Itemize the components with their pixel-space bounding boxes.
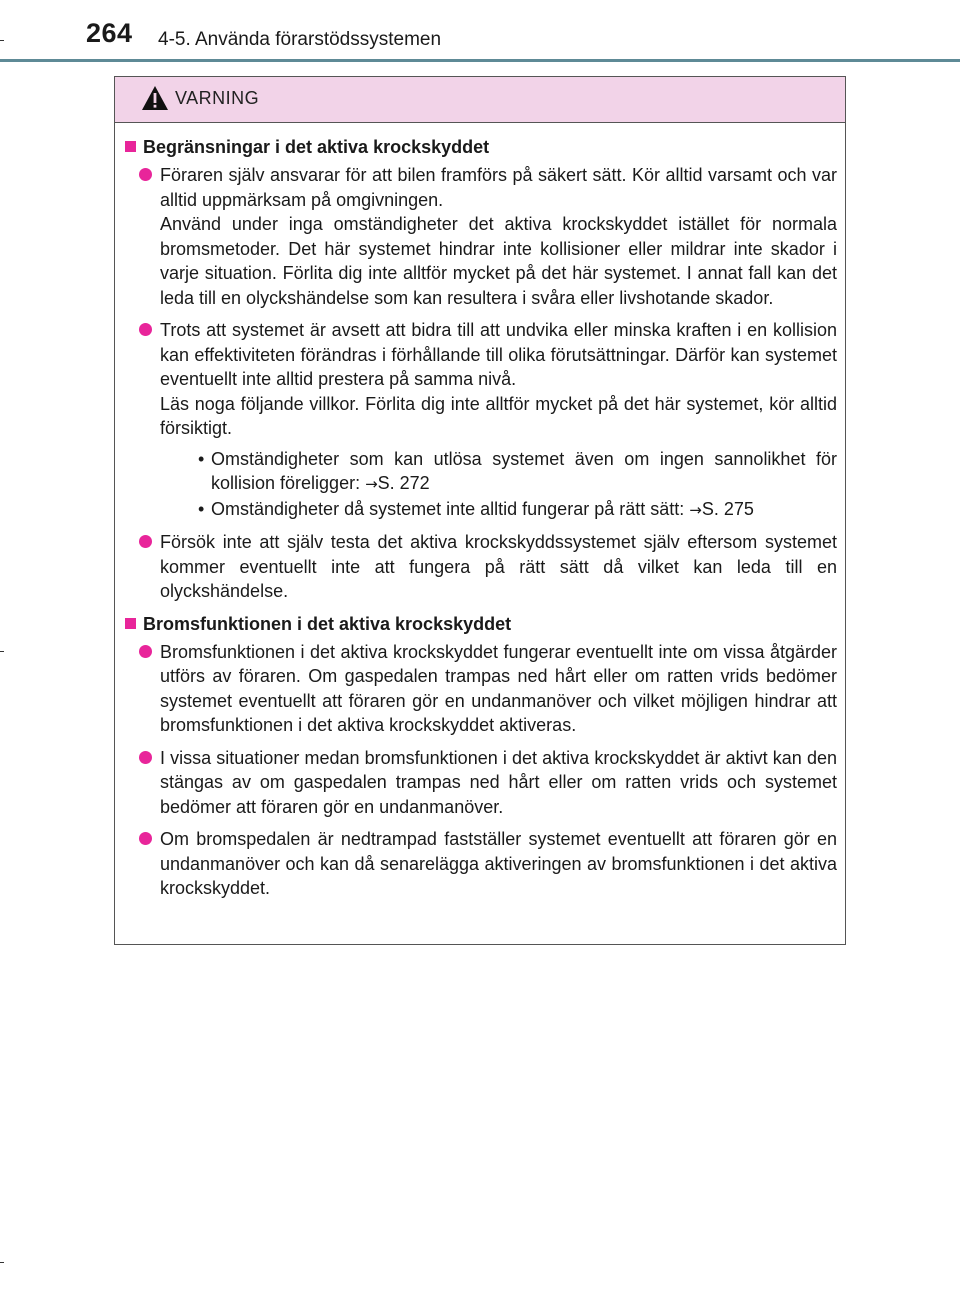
list-item — [123, 746, 837, 820]
section-title: 4-5. Använda förarstödssystemen — [158, 29, 442, 50]
circle-bullet-icon — [139, 168, 152, 181]
crop-mark — [0, 1262, 4, 1263]
paragraph: Trots att systemet är avsett att bidra till att undvika eller minska kraften i en kollision kan effektiviteten förändras i förhållande till olika förutsättningar. Därför kan systemet eventuellt inte alltid prestera på samma nivå. — [160, 320, 837, 389]
paragraph: Föraren själv ansvarar för att bilen framförs på säkert sätt. Kör alltid varsamt och var alltid uppmärksam på omgivningen. — [160, 165, 837, 210]
page-number: 264 — [86, 18, 133, 48]
paragraph: Försök inte att själv testa det aktiva krockskyddssystemet själv eftersom systemet kommer eventuellt inte att fungera på rätt sätt då vilket kan leda till en olyckshändelse. — [160, 532, 837, 601]
square-bullet-icon — [125, 618, 136, 629]
paragraph: Läs noga följande villkor. Förlita dig inte alltför mycket på det här systemet, kör alltid försiktigt. — [160, 393, 837, 438]
list-item — [123, 530, 837, 604]
arrow-icon: → — [689, 500, 702, 519]
arrow-icon: → — [365, 475, 378, 493]
section-heading-text: Bromsfunktionen i det aktiva krockskyddet — [143, 613, 512, 634]
sub-list — [160, 447, 837, 523]
square-bullet-icon — [125, 141, 136, 152]
list-item — [123, 163, 837, 310]
paragraph: I vissa situationer medan bromsfunktionen i det aktiva krockskyddet är aktivt kan den stängas av om gaspedalen trampas ned hårt eller om ratten vrids och systemet bedömer att föraren gör en undanmanöver. — [160, 747, 837, 817]
paragraph: Om bromspedalen är nedtrampad fastställer systemet eventuellt att föraren gör en undanmanöver och kan då senarelägga aktiveringen av bromsfunktionen i det aktiva krockskyddet. — [160, 829, 837, 898]
list-item — [123, 640, 837, 738]
section-heading — [123, 612, 837, 636]
circle-bullet-icon — [139, 323, 152, 336]
warning-box — [114, 76, 846, 945]
section-heading — [123, 135, 837, 159]
sub-item-text: Omständigheter då systemet inte alltid fungerar på rätt sätt: — [211, 498, 690, 519]
dot-bullet-icon: • — [198, 498, 205, 519]
page-header — [0, 0, 960, 62]
list-item — [123, 318, 837, 522]
sub-list-item — [160, 497, 837, 523]
sub-list-item — [160, 447, 837, 497]
circle-bullet-icon — [139, 645, 152, 658]
warning-body — [115, 123, 845, 901]
paragraph: Bromsfunktionen i det aktiva krockskyddet fungerar eventuellt inte om vissa åtgärder utförs av föraren. Om gaspedalen trampas ned hårt eller om ratten vrids bedömer systemet eventuellt att föraren gör en undanmanöver och vilket möjligen hindrar att bromsfunktionen i det aktiva krockskyddet aktiveras. — [160, 641, 837, 735]
page-reference: S. 275 — [701, 498, 754, 519]
crop-mark — [0, 651, 4, 652]
page-reference: S. 272 — [377, 473, 430, 493]
warning-header — [115, 77, 845, 123]
list-item — [123, 827, 837, 901]
dot-bullet-icon: • — [198, 448, 205, 469]
warning-triangle-icon — [141, 85, 169, 111]
circle-bullet-icon — [139, 535, 152, 548]
crop-mark — [0, 40, 4, 41]
warning-label: VARNING — [175, 88, 260, 108]
header-rule — [0, 59, 960, 62]
circle-bullet-icon — [139, 751, 152, 764]
sub-item-text: Omständigheter som kan utlösa systemet även om ingen sannolikhet för kollision föreligger: — [211, 448, 837, 493]
circle-bullet-icon — [139, 832, 152, 845]
section-heading-text: Begränsningar i det aktiva krockskyddet — [143, 137, 490, 157]
paragraph: Använd under inga omständigheter det aktiva krockskyddet istället för normala bromsmetoder. Det här systemet hindrar inte kollisioner eller mildrar inte skador i varje situation. Förlita dig inte alltför mycket på det här systemet. I annat fall kan det leda till en olyckshändelse som kan resultera i svåra eller livshotande skador. — [160, 214, 837, 308]
